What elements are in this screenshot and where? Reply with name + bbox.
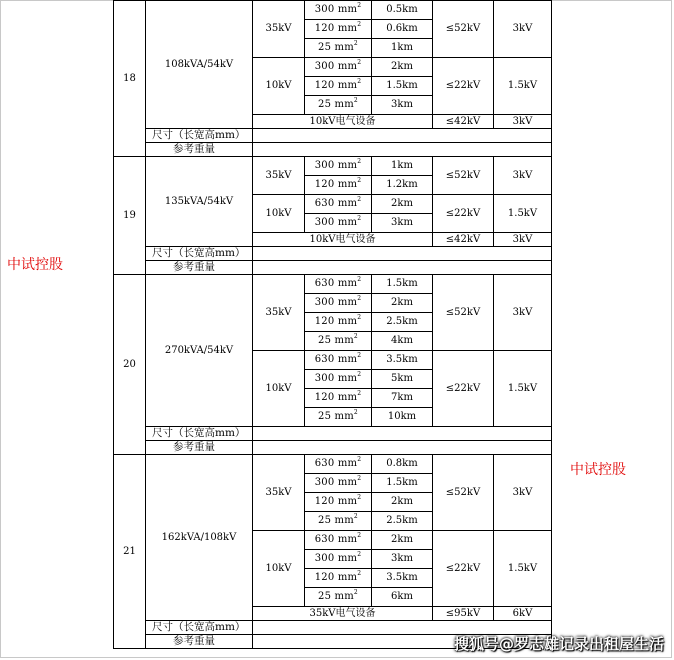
- dimensions-label: 尺寸（长宽高mm）: [146, 427, 253, 441]
- voltage-level: 35kV: [253, 275, 305, 351]
- model-number: 21: [114, 455, 146, 649]
- cable-size: [305, 39, 372, 58]
- cable-size-unit: mm: [337, 392, 358, 403]
- cable-size-value: 630: [314, 198, 335, 209]
- capacitance-rating: 1.5kV: [494, 58, 552, 115]
- cable-size: [305, 332, 372, 351]
- cable-size-unit: mm: [337, 278, 358, 289]
- equipment-capacitance: 6kV: [494, 607, 552, 621]
- cable-size-value: 25: [318, 335, 332, 346]
- cable-size-unit: mm: [337, 198, 358, 209]
- cable-length: 6km: [372, 588, 433, 607]
- cable-size: [305, 96, 372, 115]
- cable-size: [305, 294, 372, 313]
- superscript-two: 2: [357, 551, 362, 558]
- cable-size: [305, 157, 372, 176]
- capacitance-rating: 3kV: [494, 455, 552, 531]
- capacity-cell: 270kVA/54kV: [146, 275, 253, 427]
- weight-row: [114, 261, 552, 275]
- superscript-two: 2: [357, 532, 362, 539]
- superscript-two: 2: [357, 158, 362, 165]
- superscript-two: 2: [357, 371, 362, 378]
- superscript-two: 2: [357, 177, 362, 184]
- weight-label: 参考重量: [146, 441, 253, 455]
- cable-length: 2km: [372, 493, 433, 512]
- equipment-label: 35kV电气设备: [253, 607, 433, 621]
- weight-row: [114, 441, 552, 455]
- voltage-level: 35kV: [253, 455, 305, 531]
- cable-size: [305, 569, 372, 588]
- cable-length: 2.5km: [372, 512, 433, 531]
- cable-size-value: 300: [314, 297, 335, 308]
- cable-size: [305, 389, 372, 408]
- dimensions-row: [114, 129, 552, 143]
- weight-label: 参考重量: [146, 261, 253, 275]
- dimensions-label: 尺寸（长宽高mm）: [146, 129, 253, 143]
- cable-length: 4km: [372, 332, 433, 351]
- equipment-capacitance: 3kV: [494, 115, 552, 129]
- dimensions-label: 尺寸（长宽高mm）: [146, 621, 253, 635]
- cable-size-unit: mm: [337, 160, 358, 171]
- cable-size: [305, 493, 372, 512]
- cable-length: 2.5km: [372, 313, 433, 332]
- cable-length: 1.5km: [372, 77, 433, 96]
- superscript-two: 2: [357, 352, 362, 359]
- capacitance-rating: 3kV: [494, 157, 552, 195]
- cable-length: 1.5km: [372, 275, 433, 294]
- voltage-level: 10kV: [253, 195, 305, 233]
- cable-length: 1.5km: [372, 474, 433, 493]
- cable-length: 10km: [372, 408, 433, 427]
- cable-size-value: 25: [318, 411, 332, 422]
- current-rating: ≤52kV: [433, 455, 494, 531]
- cable-size-unit: mm: [337, 217, 358, 228]
- cable-size-unit: mm: [334, 42, 354, 53]
- cable-size: [305, 474, 372, 493]
- cable-size: [305, 77, 372, 96]
- superscript-two: 2: [357, 196, 362, 203]
- cable-length: 0.8km: [372, 455, 433, 474]
- dimensions-value: [253, 247, 552, 261]
- cable-size-value: 630: [314, 354, 335, 365]
- weight-label: 参考重量: [146, 635, 253, 649]
- dimensions-row: [114, 247, 552, 261]
- cable-size: [305, 351, 372, 370]
- cable-size-value: 300: [314, 373, 335, 384]
- capacitance-rating: 3kV: [494, 275, 552, 351]
- superscript-two: 2: [357, 276, 362, 283]
- cable-length: 1.2km: [372, 176, 433, 195]
- capacitance-rating: 3kV: [494, 1, 552, 58]
- current-rating: ≤22kV: [433, 351, 494, 427]
- cable-size-value: 120: [314, 80, 335, 91]
- cable-length: 3km: [372, 214, 433, 233]
- equipment-current: ≤42kV: [433, 233, 494, 247]
- capacity-cell: 135kVA/54kV: [146, 157, 253, 247]
- cable-size-value: 300: [314, 61, 335, 72]
- cable-size-unit: mm: [337, 23, 358, 34]
- dimensions-row: [114, 427, 552, 441]
- equipment-label: 10kV电气设备: [253, 233, 433, 247]
- cable-length: 7km: [372, 389, 433, 408]
- cable-size-unit: mm: [337, 477, 358, 488]
- cable-length: 3.5km: [372, 569, 433, 588]
- cable-size-unit: mm: [334, 99, 354, 110]
- cable-size-value: 120: [314, 316, 335, 327]
- cable-size-unit: mm: [337, 458, 358, 469]
- capacity-cell: 162kVA/108kV: [146, 455, 253, 621]
- cable-size-unit: mm: [337, 80, 358, 91]
- superscript-two: 2: [357, 390, 362, 397]
- superscript-two: 2: [357, 21, 362, 28]
- cable-size-unit: mm: [337, 572, 358, 583]
- dimensions-value: [253, 427, 552, 441]
- spec-table-wrapper: [113, 0, 551, 649]
- cable-size-unit: mm: [337, 534, 358, 545]
- cable-size-value: 25: [318, 42, 332, 53]
- model-number: 18: [114, 1, 146, 157]
- current-rating: ≤52kV: [433, 1, 494, 58]
- superscript-two: 2: [353, 513, 358, 520]
- cable-length: 0.6km: [372, 20, 433, 39]
- cable-size-value: 120: [314, 179, 335, 190]
- cable-size-unit: mm: [334, 515, 354, 526]
- model-number: 19: [114, 157, 146, 275]
- cable-size-unit: mm: [337, 4, 358, 15]
- superscript-two: 2: [353, 40, 358, 47]
- voltage-level: 35kV: [253, 157, 305, 195]
- table-row: [114, 455, 552, 474]
- cable-length: 2km: [372, 294, 433, 313]
- cable-size-value: 630: [314, 458, 335, 469]
- equipment-current: ≤95kV: [433, 607, 494, 621]
- weight-value: [253, 441, 552, 455]
- cable-size-unit: mm: [334, 335, 354, 346]
- cable-size: [305, 214, 372, 233]
- dimensions-label: 尺寸（长宽高mm）: [146, 247, 253, 261]
- cable-size-value: 630: [314, 534, 335, 545]
- cable-size: [305, 20, 372, 39]
- weight-row: [114, 143, 552, 157]
- cable-size-value: 120: [314, 23, 335, 34]
- cable-size: [305, 195, 372, 214]
- equipment-label: 10kV电气设备: [253, 115, 433, 129]
- current-rating: ≤22kV: [433, 195, 494, 233]
- cable-size-unit: mm: [337, 373, 358, 384]
- cable-size-value: 25: [318, 99, 332, 110]
- cable-size: [305, 1, 372, 20]
- superscript-two: 2: [353, 409, 358, 416]
- cable-size-value: 300: [314, 4, 335, 15]
- superscript-two: 2: [357, 314, 362, 321]
- superscript-two: 2: [357, 215, 362, 222]
- equipment-capacitance: 3kV: [494, 233, 552, 247]
- superscript-two: 2: [353, 589, 358, 596]
- current-rating: ≤52kV: [433, 157, 494, 195]
- cable-size-unit: mm: [337, 179, 358, 190]
- watermark-right: 中试控股: [570, 462, 626, 478]
- cable-size-value: 120: [314, 496, 335, 507]
- cable-size-value: 25: [318, 591, 332, 602]
- cable-size: [305, 531, 372, 550]
- source-credit: 搜狐号@罗志雄记录出租屋生活: [453, 635, 664, 653]
- superscript-two: 2: [357, 295, 362, 302]
- cable-size: [305, 58, 372, 77]
- cable-size: [305, 455, 372, 474]
- cable-size-unit: mm: [337, 496, 358, 507]
- voltage-level: 10kV: [253, 58, 305, 115]
- superscript-two: 2: [353, 97, 358, 104]
- equipment-current: ≤42kV: [433, 115, 494, 129]
- cable-size-value: 120: [314, 392, 335, 403]
- cable-size-value: 300: [314, 160, 335, 171]
- watermark-left: 中试控股: [7, 257, 63, 273]
- current-rating: ≤22kV: [433, 58, 494, 115]
- cable-size-value: 300: [314, 217, 335, 228]
- superscript-two: 2: [357, 494, 362, 501]
- cable-size: [305, 408, 372, 427]
- cable-size-unit: mm: [337, 316, 358, 327]
- superscript-two: 2: [357, 570, 362, 577]
- capacitance-rating: 1.5kV: [494, 531, 552, 607]
- superscript-two: 2: [357, 2, 362, 9]
- voltage-level: 35kV: [253, 1, 305, 58]
- cable-size: [305, 313, 372, 332]
- cable-size-value: 300: [314, 553, 335, 564]
- cable-size: [305, 588, 372, 607]
- capacity-cell: 108kVA/54kV: [146, 1, 253, 129]
- capacitance-rating: 1.5kV: [494, 195, 552, 233]
- current-rating: ≤22kV: [433, 531, 494, 607]
- model-number: 20: [114, 275, 146, 455]
- current-rating: ≤52kV: [433, 275, 494, 351]
- dimensions-value: [253, 129, 552, 143]
- capacitance-rating: 1.5kV: [494, 351, 552, 427]
- cable-size-value: 300: [314, 477, 335, 488]
- weight-label: 参考重量: [146, 143, 253, 157]
- cable-length: 1km: [372, 157, 433, 176]
- cable-size-value: 25: [318, 515, 332, 526]
- cable-size-unit: mm: [337, 553, 358, 564]
- cable-length: 2km: [372, 195, 433, 214]
- cable-size-unit: mm: [337, 61, 358, 72]
- voltage-level: 10kV: [253, 531, 305, 607]
- cable-size-unit: mm: [337, 354, 358, 365]
- cable-size-unit: mm: [337, 297, 358, 308]
- cable-length: 2km: [372, 58, 433, 77]
- cable-size-value: 630: [314, 278, 335, 289]
- cable-size: [305, 275, 372, 294]
- spec-table: [113, 0, 552, 649]
- cable-size-unit: mm: [334, 411, 354, 422]
- cable-length: 3km: [372, 550, 433, 569]
- cable-length: 5km: [372, 370, 433, 389]
- superscript-two: 2: [353, 333, 358, 340]
- superscript-two: 2: [357, 456, 362, 463]
- cable-size-value: 120: [314, 572, 335, 583]
- cable-length: 2km: [372, 531, 433, 550]
- table-row: [114, 157, 552, 176]
- cable-length: 3.5km: [372, 351, 433, 370]
- cable-length: 3km: [372, 96, 433, 115]
- cable-size: [305, 176, 372, 195]
- superscript-two: 2: [357, 59, 362, 66]
- table-row: [114, 275, 552, 294]
- cable-size-unit: mm: [334, 591, 354, 602]
- weight-value: [253, 143, 552, 157]
- table-row: [114, 1, 552, 20]
- superscript-two: 2: [357, 475, 362, 482]
- cable-length: 1km: [372, 39, 433, 58]
- cable-size: [305, 370, 372, 389]
- superscript-two: 2: [357, 78, 362, 85]
- cable-size: [305, 512, 372, 531]
- weight-value: [253, 261, 552, 275]
- voltage-level: 10kV: [253, 351, 305, 427]
- cable-length: 0.5km: [372, 1, 433, 20]
- cable-size: [305, 550, 372, 569]
